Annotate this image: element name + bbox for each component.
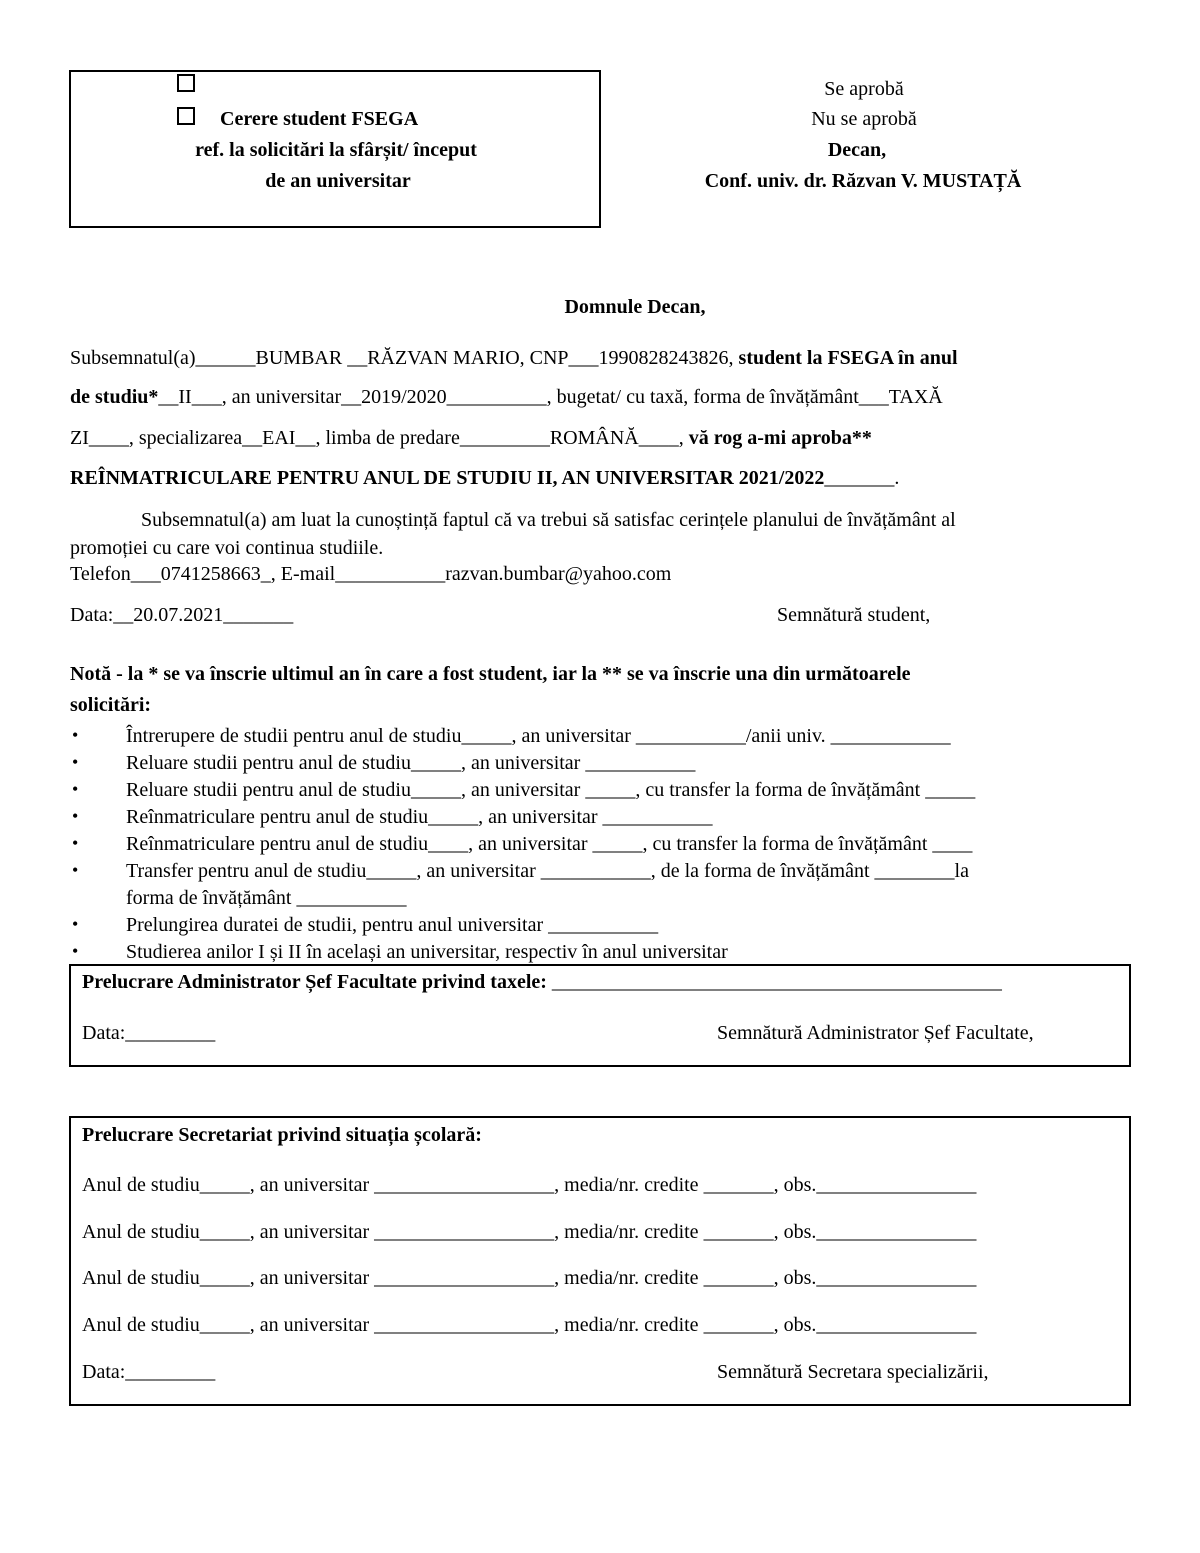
list-item: Reluare studii pentru anul de studiu_____, an universitar ___________ bbox=[126, 752, 696, 774]
student-status: student la FSEGA în anul bbox=[738, 347, 958, 369]
applicant-details: Subsemnatul(a)______BUMBAR __RĂZVAN MARIO, CNP___1990828243826, bbox=[70, 347, 739, 369]
request-subtitle-1: ref. la solicitări la sfârșit/ început bbox=[195, 139, 477, 161]
reject-label: Nu se aprobă bbox=[811, 108, 917, 130]
note-line-1: Notă - la * se va înscrie ultimul an în care a fost student, iar la ** se va înscrie una din următoarele bbox=[70, 663, 911, 685]
bullet-3: • bbox=[72, 779, 79, 799]
list-item: Reînmatriculare pentru anul de studiu_____, an universitar ___________ bbox=[126, 806, 713, 828]
request-subtitle-2: de an universitar bbox=[265, 170, 411, 192]
dean-role: Decan, bbox=[827, 139, 887, 161]
secretariat-signature: Semnătură Secretara specializării, bbox=[717, 1361, 989, 1383]
body-line-4 bbox=[70, 466, 899, 490]
list-item: Transfer pentru anul de studiu_____, an universitar ___________, de la forma de învățământ ________la bbox=[126, 860, 969, 882]
list-item: Prelungirea duratei de studii, pentru anul universitar ___________ bbox=[126, 914, 659, 936]
request-phrase: vă rog a-mi aproba** bbox=[688, 427, 872, 449]
secretariat-row-2: Anul de studiu_____, an universitar __________________, media/nr. credite _______, obs.________________ bbox=[82, 1221, 977, 1243]
secretariat-row-3: Anul de studiu_____, an universitar __________________, media/nr. credite _______, obs.________________ bbox=[82, 1267, 977, 1289]
requested-action: REÎNMATRICULARE PENTRU ANUL DE STUDIU II, AN UNIVERSITAR 2021/2022 bbox=[70, 467, 825, 489]
request-title: Cerere student FSEGA bbox=[220, 108, 419, 130]
admin-title-blank: _____________________________________________ bbox=[551, 971, 1002, 993]
study-details: __II___, an universitar__2019/2020__________, bugetat/ cu taxă, forma de învățământ___TAXĂ bbox=[158, 386, 943, 408]
acknowledgement-line-1: Subsemnatul(a) am luat la cunoștință faptul că va trebui să satisfac cerințele planului de învățământ al bbox=[141, 509, 956, 531]
admin-title: Prelucrare Administrator Șef Facultate privind taxele: bbox=[82, 971, 552, 993]
list-item: Reînmatriculare pentru anul de studiu____, an universitar _____, cu transfer la forma de învățământ ____ bbox=[126, 833, 973, 855]
note-line-2: solicitări: bbox=[70, 694, 152, 716]
list-item-continuation: forma de învățământ ___________ bbox=[126, 887, 407, 909]
salutation: Domnule Decan, bbox=[564, 296, 706, 318]
bullet-4: • bbox=[72, 806, 79, 826]
body-line-1 bbox=[70, 346, 958, 370]
acknowledgement-line-2: promoției cu care voi continua studiile. bbox=[70, 537, 384, 559]
secretariat-row-1: Anul de studiu_____, an universitar __________________, media/nr. credite _______, obs.________________ bbox=[82, 1174, 977, 1196]
list-item: Întrerupere de studii pentru anul de studiu_____, an universitar ___________/anii univ. ____________ bbox=[126, 725, 951, 747]
bullet-6: • bbox=[72, 860, 79, 880]
admin-date: Data:_________ bbox=[82, 1022, 216, 1044]
dean-name: Conf. univ. dr. Răzvan V. MUSTAȚĂ bbox=[704, 170, 1022, 192]
bullet-2: • bbox=[72, 752, 79, 772]
admin-signature: Semnătură Administrator Șef Facultate, bbox=[717, 1022, 1034, 1044]
body-line-3 bbox=[70, 426, 872, 450]
contact-line: Telefon___0741258663_, E-mail___________razvan.bumbar@yahoo.com bbox=[70, 563, 672, 585]
date-line: Data:__20.07.2021_______ bbox=[70, 604, 294, 626]
bullet-5: • bbox=[72, 833, 79, 853]
secretariat-row-4: Anul de studiu_____, an universitar __________________, media/nr. credite _______, obs.________________ bbox=[82, 1314, 977, 1336]
bullet-8: • bbox=[72, 941, 79, 961]
study-year-label: de studiu* bbox=[70, 386, 159, 408]
checkbox-2[interactable] bbox=[177, 107, 195, 125]
list-item: Studierea anilor I și II în același an universitar, respectiv în anul universitar bbox=[126, 941, 728, 963]
specialization-details: ZI____, specializarea__EAI__, limba de predare_________ROMÂNĂ____, bbox=[70, 427, 689, 449]
bullet-1: • bbox=[72, 725, 79, 745]
secretariat-title: Prelucrare Secretariat privind situația școlară: bbox=[82, 1124, 482, 1146]
body-line-2 bbox=[70, 385, 943, 409]
approve-label: Se aprobă bbox=[824, 78, 904, 100]
list-item: Reluare studii pentru anul de studiu_____, an universitar _____, cu transfer la forma de învățământ _____ bbox=[126, 779, 976, 801]
checkbox-1[interactable] bbox=[177, 74, 195, 92]
bullet-7: • bbox=[72, 914, 79, 934]
secretariat-date: Data:_________ bbox=[82, 1361, 216, 1383]
requested-action-tail: _______. bbox=[824, 467, 900, 489]
student-signature: Semnătură student, bbox=[777, 604, 931, 626]
admin-title-line bbox=[82, 970, 1002, 994]
